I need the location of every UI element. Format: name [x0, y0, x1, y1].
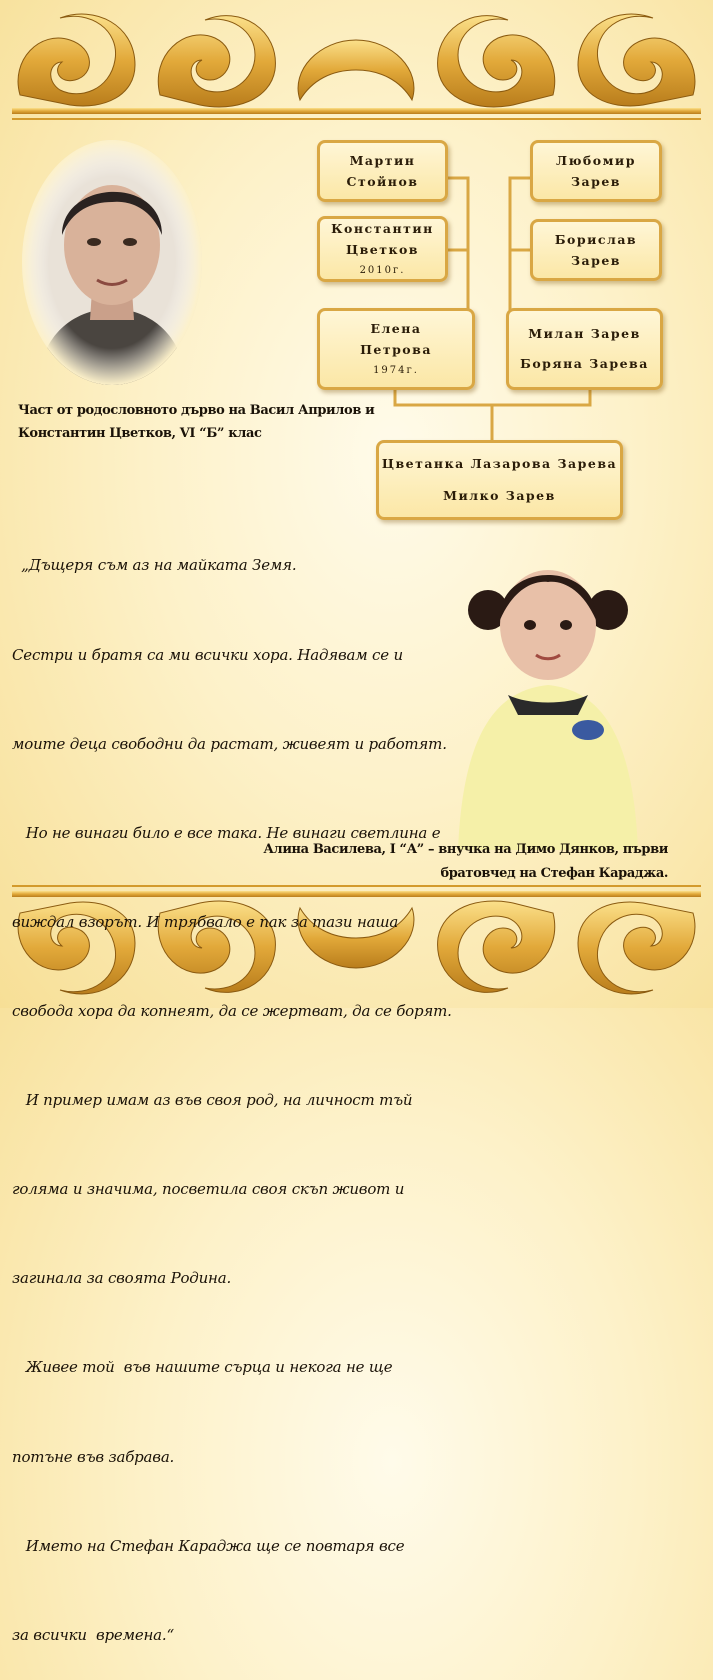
node-year: 2010г. — [359, 264, 406, 276]
tree-node-martin — [317, 140, 448, 202]
poem-line: Сестри и братя са ми всички хора. Надявам се и — [12, 645, 403, 664]
poem-line: моите деца свободни да растат, живеят и работят. — [12, 734, 447, 753]
caption-top-line2: Константин Цветков, VI “Б” клас — [18, 426, 262, 441]
node-name: Константин — [331, 220, 434, 236]
node-name: Мартин — [349, 153, 416, 168]
node-spouse: Милко Зарев — [443, 488, 556, 503]
caption-bottom-line2: братовчед на Стефан Караджа. — [440, 866, 668, 881]
caption-top-line1: Част от родословното дърво на Васил Априлов и — [18, 403, 375, 418]
poem-line: за всички времена.“ — [12, 1625, 174, 1644]
poem — [12, 492, 467, 1680]
poem-line: „Дъщеря съм аз на майката Земя. — [12, 556, 297, 575]
node-name: Цветанка Лазарова Зарева — [381, 456, 618, 471]
poem-line: загинала за своята Родина. — [12, 1269, 232, 1288]
caption-bottom — [258, 838, 668, 886]
node-name: Елена — [370, 320, 422, 336]
tree-node-elena — [317, 308, 475, 390]
node-surname: Стойнов — [346, 174, 419, 189]
node-name: Любомир — [556, 153, 636, 168]
poem-line: свобода хора да копнеят, да се жертват, да се борят. — [12, 1001, 452, 1020]
poem-line: голяма и значима, посветила своя скъп живот и — [12, 1180, 405, 1199]
caption-bottom-line1: Алина Василева, I “А” – внучка на Димо Дянков, първи — [263, 842, 668, 857]
node-name: Борислав — [554, 232, 638, 247]
node-year: 1974г. — [373, 364, 419, 376]
node-spouse: Боряна Зарева — [520, 356, 649, 371]
node-name: Милан Зарев — [528, 326, 641, 341]
tree-node-milan — [506, 308, 663, 390]
node-surname: Зарев — [571, 253, 621, 268]
node-surname: Цветков — [345, 241, 419, 257]
tree-node-konstantin — [317, 216, 448, 282]
poem-line: виждал взорът. И трябвало е пак за тази наша — [12, 912, 399, 931]
node-surname: Зарев — [571, 174, 621, 189]
poem-line: Но не винаги било е все така. Не винаги светлина е — [12, 823, 441, 842]
poem-line: Живее той във нашите сърца и некога не ще — [12, 1358, 393, 1377]
caption-top — [18, 399, 378, 445]
poem-line: потъне във забрава. — [12, 1447, 175, 1466]
poem-line: Името на Стефан Караджа ще се повтаря все — [12, 1536, 405, 1555]
tree-node-lyubomir — [530, 140, 662, 202]
tree-node-borislav — [530, 219, 662, 281]
node-surname: Петрова — [360, 341, 432, 357]
poem-line: И пример имам аз във своя род, на личност тъй — [12, 1091, 413, 1110]
